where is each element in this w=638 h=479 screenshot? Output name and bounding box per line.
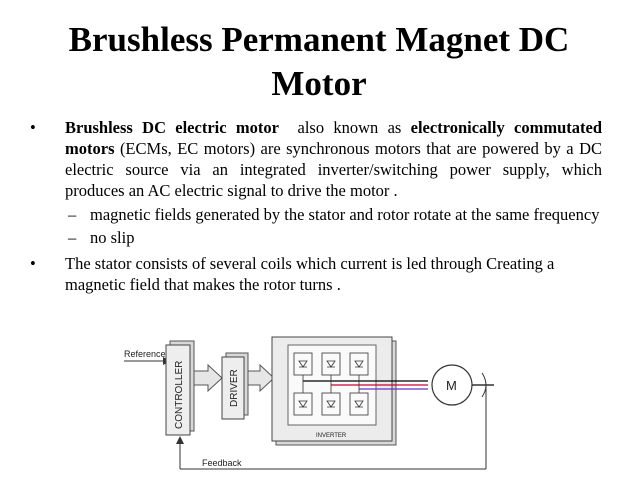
bullet-text: also known as: [278, 118, 411, 137]
inverter-block: [272, 337, 428, 445]
inverter-label: INVERTER: [316, 433, 347, 439]
feedback-label: Feedback: [202, 458, 242, 468]
signal-arrow-2: [248, 365, 274, 391]
bldc-block-diagram: [110, 333, 524, 477]
sub-bullet-2: [30, 227, 602, 248]
dash-marker: –: [68, 228, 77, 247]
bullet-item-2: [30, 253, 602, 295]
bullet-term: Brushless DC electric motor: [65, 118, 279, 137]
bullet-text-2: (ECMs, EC motors) are synchronous motors that are powered by a DC electric source via an integrated inverter/switching power supply, which produces an AC electric signal to drive the motor .: [65, 139, 602, 200]
bullet-text: The stator consists of several coils which current is led through Creating a magnetic field that makes the rotor turns .: [65, 254, 555, 294]
driver-block: [222, 353, 248, 419]
controller-block: [166, 341, 194, 435]
driver-label: DRIVER: [229, 369, 240, 407]
bullet-term-2: electronically commutated motors: [65, 118, 602, 158]
title-line-1: Brushless Permanent Magnet DC: [68, 20, 570, 59]
controller-label: CONTROLLER: [174, 360, 185, 429]
dash-marker: –: [68, 205, 77, 224]
motor: [432, 365, 494, 405]
bullet-marker: •: [30, 254, 36, 273]
signal-arrow-1: [194, 365, 222, 391]
bullet-list: [30, 117, 602, 295]
sub-bullet-text: magnetic fields generated by the stator and rotor rotate at the same frequency: [90, 205, 600, 224]
motor-label: M: [446, 378, 457, 393]
bullet-item-1: [30, 117, 602, 201]
slide-title: [0, 18, 638, 106]
reference-label: Reference: [124, 349, 166, 359]
sub-bullet-text: no slip: [90, 228, 135, 247]
bullet-marker: •: [30, 118, 36, 137]
title-line-2: Motor: [271, 64, 367, 103]
sub-bullet-1: [30, 204, 602, 225]
